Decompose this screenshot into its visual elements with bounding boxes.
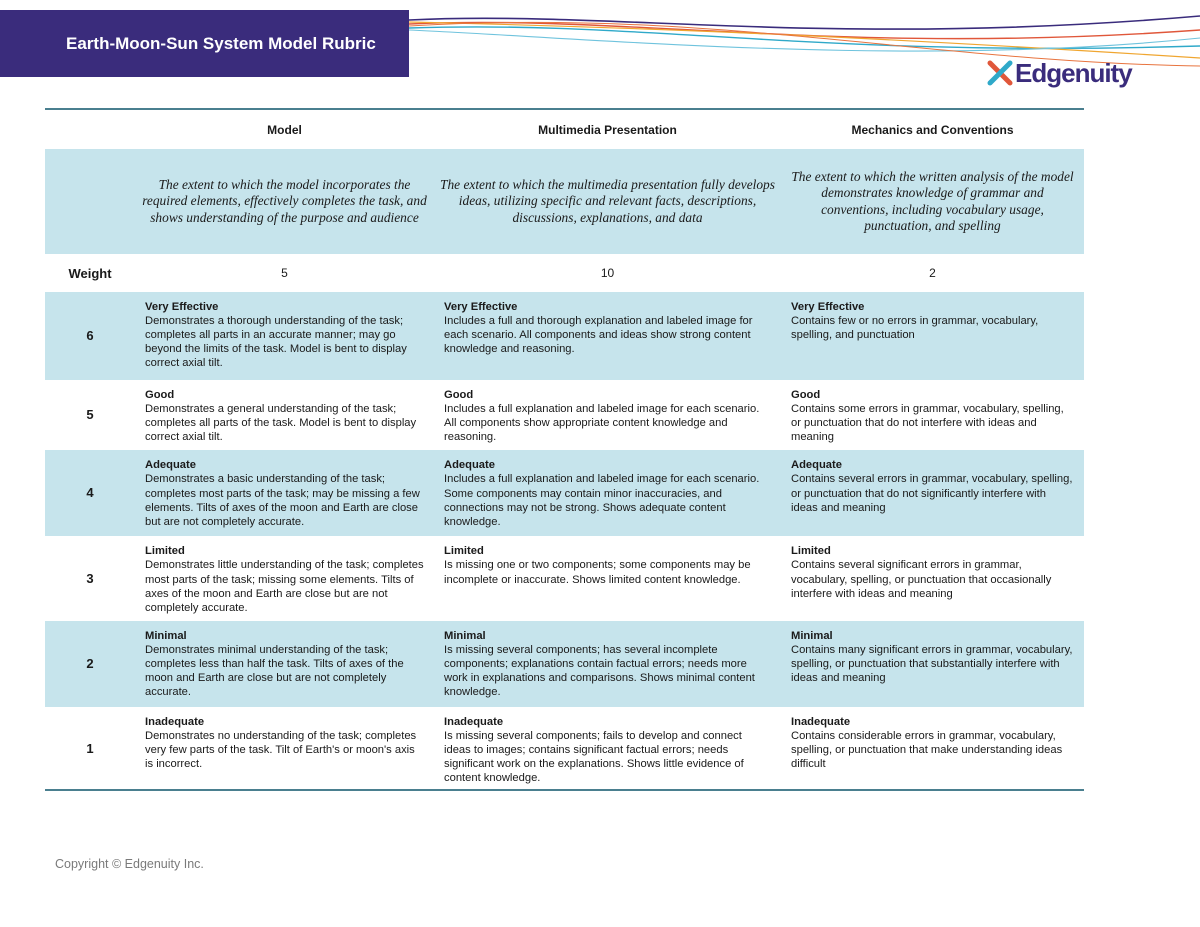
level-label: Very Effective [145, 301, 219, 313]
level-label: Adequate [791, 459, 842, 472]
level-text: Contains many significant errors in grammar, vocabulary, spelling, or punctuation that substantially interfere with ideas and meaning [791, 643, 1073, 685]
description-model: The extent to which the model incorporates the required elements, effectively completes the task, and shows understanding of the purpose and audience [135, 149, 434, 254]
level-label: Good [145, 389, 175, 401]
level-text: Demonstrates little understanding of the task; completes most parts of the task; missing some elements. Tilts of axes of the moon and Earth are close but are not completely accurate. [145, 559, 424, 614]
level-label: Inadequate [444, 715, 504, 728]
level-text: Demonstrates a general understanding of the task; completes all parts of the task. Model is bent to display correct axial tilt. [145, 403, 417, 444]
criterion-cell [135, 536, 434, 620]
score-row-5 [45, 380, 1084, 450]
logo-text: Edgenuity [1015, 57, 1132, 88]
column-header-mechanics: Mechanics and Conventions [851, 122, 1014, 137]
level-label: Good [444, 389, 474, 401]
description-row [45, 149, 1084, 254]
edgenuity-logo [987, 57, 1132, 89]
description-blank [45, 149, 135, 254]
criterion-cell [135, 292, 434, 380]
level-label: Inadequate [791, 715, 851, 728]
level-label: Minimal [145, 629, 187, 642]
level-text: Contains several significant errors in grammar, vocabulary, spelling, or punctuation that occasionally interfere with ideas and meaning [791, 559, 1052, 600]
criterion-cell [135, 621, 434, 707]
level-label: Very Effective [444, 301, 518, 313]
criterion-cell [434, 707, 781, 791]
score-label: 3 [86, 570, 94, 586]
column-header-model: Model [267, 122, 302, 137]
level-label: Limited [791, 545, 831, 558]
criterion-cell [434, 621, 781, 707]
level-label: Minimal [791, 629, 833, 642]
level-text: Includes a full explanation and labeled image for each scenario. Some components may contain minor inaccuracies, and connections may not be strong. Shows adequate content knowledge. [444, 473, 760, 528]
level-text: Includes a full explanation and labeled image for each scenario. All components show appropriate content knowledge and reasoning. [444, 403, 760, 444]
page-title: Earth-Moon-Sun System Model Rubric [66, 33, 376, 53]
score-label: 1 [86, 741, 94, 757]
level-label: Very Effective [791, 301, 865, 313]
level-label: Good [791, 389, 821, 401]
level-text: Demonstrates minimal understanding of the task; completes less than half the task. Tilts of axes of the moon and Earth are close but are not completely accurate. [145, 643, 404, 699]
header-blank [45, 109, 135, 149]
level-text: Is missing one or two components; some components may be incomplete or inaccurate. Shows limited content knowledge. [444, 559, 751, 586]
criterion-cell [135, 450, 434, 536]
criterion-cell [781, 536, 1084, 620]
score-row-3 [45, 536, 1084, 620]
score-row-1 [45, 707, 1084, 791]
level-text: Is missing several components; fails to develop and connect ideas to images; contains significant factual errors; needs significant work on the explanations. Shows little evidence of content knowledge. [444, 729, 744, 785]
rubric-table [45, 109, 1084, 791]
score-label: 2 [45, 621, 135, 707]
score-row-2 [45, 621, 1084, 707]
score-row-4 [45, 450, 1084, 536]
criterion-cell [434, 450, 781, 536]
criterion-cell [781, 292, 1084, 380]
criterion-cell [434, 536, 781, 620]
x-logo-icon [987, 60, 1013, 86]
copyright-footer: Copyright © Edgenuity Inc. [55, 857, 204, 871]
title-bar [0, 10, 409, 77]
level-label: Adequate [444, 459, 495, 472]
column-header-row [45, 109, 1084, 149]
criterion-cell [781, 621, 1084, 707]
level-text: Contains several errors in grammar, vocabulary, spelling, or punctuation that do not significantly interfere with ideas and meaning [791, 473, 1073, 514]
level-text: Demonstrates a basic understanding of the task; completes most parts of the task; may be missing a few elements. Tilts of axes of the moon and Earth are close but are not completely accurate. [145, 473, 420, 528]
level-text: Demonstrates no understanding of the task; completes very few parts of the task. Tilt of Earth's or moon's axis is incorrect. [145, 729, 417, 771]
criterion-cell [135, 380, 434, 450]
weight-multimedia: 10 [600, 266, 615, 280]
level-text: Demonstrates a thorough understanding of the task; completes all parts in an accurate manner; may go beyond the limits of the task. Model is bent to display correct axial tilt. [145, 315, 407, 370]
weight-label: Weight [68, 265, 112, 281]
score-label: 6 [45, 292, 135, 380]
level-label: Adequate [145, 459, 196, 472]
level-text: Contains some errors in grammar, vocabulary, spelling, or punctuation that do not interfere with ideas and meaning [791, 403, 1064, 444]
criterion-cell [781, 450, 1084, 536]
score-row-6 [45, 292, 1084, 380]
level-label: Limited [444, 545, 484, 558]
weight-row [45, 254, 1084, 292]
criterion-cell [434, 292, 781, 380]
level-text: Includes a full and thorough explanation and labeled image for each scenario. All components and ideas show strong content knowledge and reasoning. [444, 315, 753, 356]
score-label: 5 [86, 407, 94, 423]
criterion-cell [135, 707, 434, 791]
criterion-cell [781, 707, 1084, 791]
level-text: Contains few or no errors in grammar, vocabulary, spelling, and punctuation [791, 315, 1039, 342]
level-label: Minimal [444, 629, 486, 642]
criterion-cell [434, 380, 781, 450]
description-mechanics: The extent to which the written analysis of the model demonstrates knowledge of grammar and conventions, including vocabulary usage, punctuation, and spelling [781, 149, 1084, 254]
weight-model: 5 [281, 266, 288, 280]
level-text: Contains considerable errors in grammar, vocabulary, spelling, or punctuation that make understanding ideas difficult [791, 729, 1063, 771]
weight-mechanics: 2 [929, 266, 936, 280]
criterion-cell [781, 380, 1084, 450]
table-bottom-rule [45, 789, 1084, 791]
level-label: Limited [145, 545, 185, 558]
level-text: Is missing several components; has several incomplete components; explanations contain factual errors; needs more work in explanations and comparisons. Shows minimal content knowledge. [444, 643, 755, 699]
description-multimedia: The extent to which the multimedia presentation fully develops ideas, utilizing specific and relevant facts, descriptions, discussions, explanations, and data [434, 149, 781, 254]
score-label: 4 [45, 450, 135, 536]
level-label: Inadequate [145, 715, 205, 728]
column-header-multimedia: Multimedia Presentation [538, 122, 677, 137]
